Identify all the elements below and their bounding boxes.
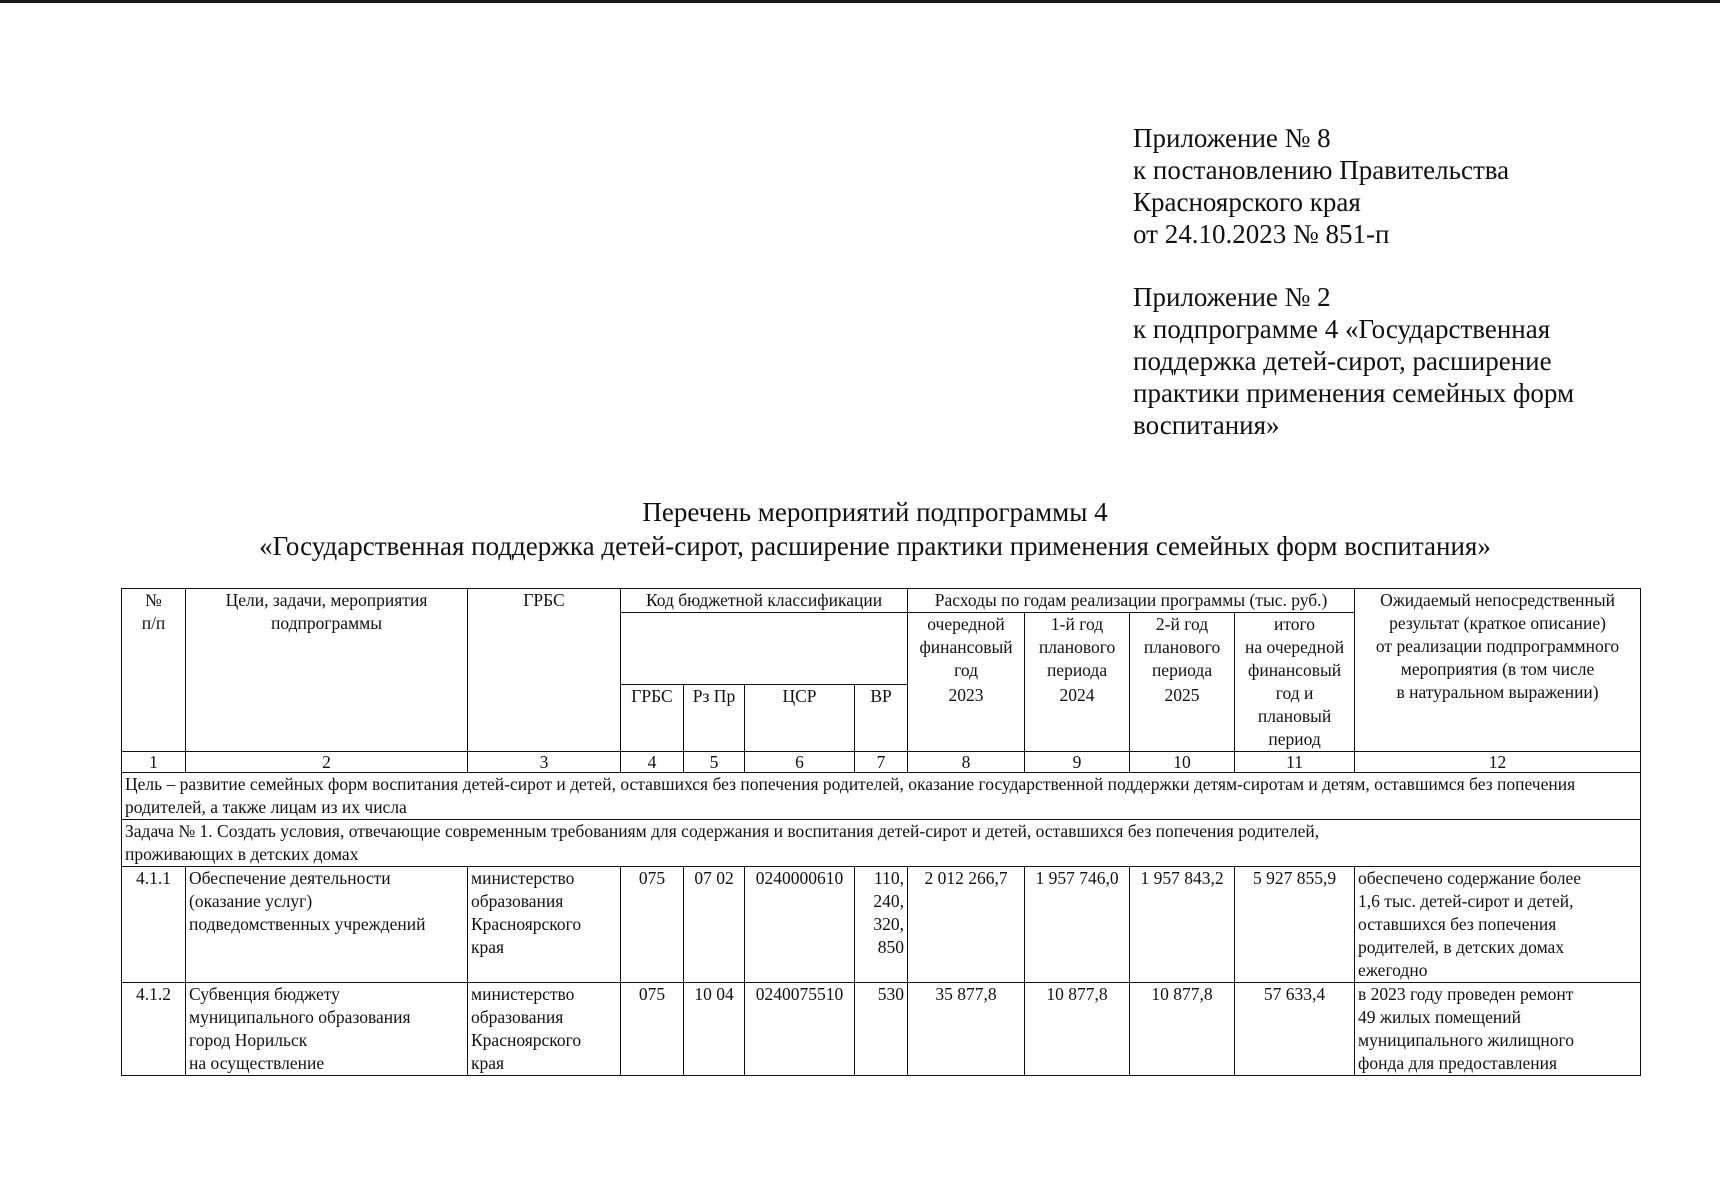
column-number: 3 — [468, 752, 621, 773]
document-title — [110, 495, 1640, 563]
column-number: 7 — [855, 752, 908, 773]
column-number: 1 — [122, 752, 186, 773]
row-rzpr: 07 02 — [684, 867, 745, 983]
appendix-8-line: Красноярского края — [1133, 187, 1361, 217]
header-year-2024: 2024 — [1025, 684, 1130, 751]
row-grbs-name: министерство образования Красноярского края — [468, 867, 621, 983]
appendix-2-line: поддержка детей-сирот, расширение — [1133, 346, 1552, 376]
row-num: 4.1.1 — [122, 867, 186, 983]
table-row — [122, 867, 1641, 983]
measures-table — [121, 588, 1641, 1076]
row-rzpr: 10 04 — [684, 983, 745, 1076]
goal-text: Цель – развитие семейных форм воспитания детей-сирот и детей, оставшихся без попечения родителей, оказание государственной поддержки детям-сиротам и детям, оставшимся без попечения родителей, а также лицам из их числа — [122, 773, 1641, 820]
column-number: 10 — [1130, 752, 1235, 773]
column-numbers-row — [122, 752, 1641, 773]
document-title-line-1: Перечень мероприятий подпрограммы 4 — [642, 497, 1108, 527]
column-number: 12 — [1355, 752, 1641, 773]
header-sub-grbs: ГРБС — [621, 684, 684, 751]
row-expense-total: 57 633,4 — [1235, 983, 1355, 1076]
appendix-8-header — [1133, 122, 1673, 250]
appendix-8-line: от 24.10.2023 № 851-п — [1133, 219, 1390, 249]
row-num: 4.1.2 — [122, 983, 186, 1076]
column-number: 2 — [186, 752, 468, 773]
row-csr: 0240000610 — [745, 867, 855, 983]
document-title-line-2: «Государственная поддержка детей-сирот, расширение практики применения семейных форм воспитания» — [259, 531, 1491, 561]
header-grbs: ГРБС — [468, 589, 621, 752]
table-header-row — [122, 589, 1641, 613]
header-year-2025: 2025 — [1130, 684, 1235, 751]
row-expense-2025: 10 877,8 — [1130, 983, 1235, 1076]
appendix-2-header — [1133, 281, 1673, 441]
column-number: 9 — [1025, 752, 1130, 773]
header-sub-vr: ВР — [855, 684, 908, 751]
header-year-2: 1-й год планового периода — [1025, 613, 1130, 685]
header-year-1: очередной финансовый год — [908, 613, 1025, 685]
appendix-2-line: Приложение № 2 — [1133, 282, 1331, 312]
appendix-8-line: Приложение № 8 — [1133, 123, 1331, 153]
page-top-edge — [0, 0, 1720, 3]
task-row — [122, 820, 1641, 867]
row-grbs-code: 075 — [621, 983, 684, 1076]
row-grbs-code: 075 — [621, 867, 684, 983]
column-number: 6 — [745, 752, 855, 773]
header-expected-result: Ожидаемый непосредственный результат (краткое описание) от реализации подпрограммного мероприятия (в том числе в натуральном выражении) — [1355, 589, 1641, 752]
row-expense-2024: 10 877,8 — [1025, 983, 1130, 1076]
header-sub-csr: ЦСР — [745, 684, 855, 751]
appendix-2-line: к подпрограмме 4 «Государственная — [1133, 314, 1551, 344]
row-expense-2023: 35 877,8 — [908, 983, 1025, 1076]
header-budget-code-spacer — [621, 613, 908, 685]
row-expense-2025: 1 957 843,2 — [1130, 867, 1235, 983]
appendix-8-line: к постановлению Правительства — [1133, 155, 1510, 185]
row-vr: 530 — [855, 983, 908, 1076]
row-measure-name: Обеспечение деятельности (оказание услуг) подведомственных учреждений — [186, 867, 468, 983]
appendix-2-line: воспитания» — [1133, 410, 1280, 440]
goal-row — [122, 773, 1641, 820]
row-expense-2023: 2 012 266,7 — [908, 867, 1025, 983]
row-expected-result: в 2023 году проведен ремонт 49 жилых помещений муниципального жилищного фонда для предоставления — [1355, 983, 1641, 1076]
row-vr: 110, 240, 320, 850 — [855, 867, 908, 983]
row-grbs-name: министерство образования Красноярского края — [468, 983, 621, 1076]
row-measure-name: Субвенция бюджету муниципального образования город Норильск на осуществление — [186, 983, 468, 1076]
row-expense-total: 5 927 855,9 — [1235, 867, 1355, 983]
header-year-3: 2-й год планового периода — [1130, 613, 1235, 685]
row-expected-result: обеспечено содержание более 1,6 тыс. детей-сирот и детей, оставшихся без попечения родителей, в детских домах ежегодно — [1355, 867, 1641, 983]
column-number: 4 — [621, 752, 684, 773]
column-number: 8 — [908, 752, 1025, 773]
column-number: 11 — [1235, 752, 1355, 773]
row-expense-2024: 1 957 746,0 — [1025, 867, 1130, 983]
appendix-2-line: практики применения семейных форм — [1133, 378, 1575, 408]
row-csr: 0240075510 — [745, 983, 855, 1076]
task-text: Задача № 1. Создать условия, отвечающие современным требованиям для содержания и воспитания детей-сирот и детей, оставшихся без попечения родителей, проживающих в детских домах — [122, 820, 1641, 867]
header-year-2023: 2023 — [908, 684, 1025, 751]
header-expenses: Расходы по годам реализации программы (тыс. руб.) — [908, 589, 1355, 613]
header-sub-rzpr: Рз Пр — [684, 684, 745, 751]
header-num: № п/п — [122, 589, 186, 752]
header-total: итого на очередной финансовый год и плановый период — [1235, 613, 1355, 752]
header-budget-code: Код бюджетной классификации — [621, 589, 908, 613]
header-goals: Цели, задачи, мероприятия подпрограммы — [186, 589, 468, 752]
table-row — [122, 983, 1641, 1076]
column-number: 5 — [684, 752, 745, 773]
